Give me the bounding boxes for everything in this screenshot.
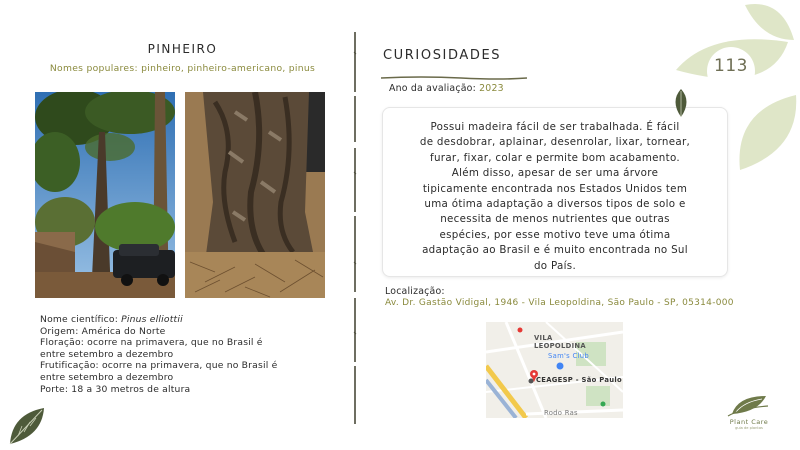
fact-origin: Origem: América do Norte <box>40 325 166 337</box>
curiosities-line: necessita de menos nutrientes que outras <box>440 213 670 226</box>
scientific-name-row <box>40 314 340 326</box>
fact-size: Porte: 18 a 30 metros de altura <box>40 383 191 395</box>
brand-name: Plant Care <box>729 418 769 426</box>
map-poi-ceagesp: CEAGESP - São Paulo <box>536 376 622 384</box>
curiosities-line: furar, fixar, colar e permite bom acabamento. <box>430 151 680 164</box>
title-underline <box>381 66 527 72</box>
location-map[interactable] <box>486 322 623 418</box>
curiosities-line: do País. <box>533 259 577 272</box>
leaf-icon <box>8 406 46 446</box>
trunk-photo <box>185 92 325 298</box>
map-road-label: Rodo Ras <box>544 409 578 417</box>
curiosities-line: Possui madeira fácil de ser trabalhada. É fácil <box>430 121 680 133</box>
section-title: CURIOSIDADES <box>383 48 502 63</box>
plant-facts <box>40 314 340 395</box>
evaluation-year <box>389 83 504 94</box>
curiosities-line: de desdobrar, aplainar, desenrolar, lixar, tornear, <box>419 136 691 149</box>
brand-logo <box>718 392 780 432</box>
curiosities-line: espécies, por esse motivo teve uma ótima <box>439 228 671 241</box>
plant-title: PINHEIRO <box>147 42 218 56</box>
fact-fruiting: Frutificação: ocorre na primavera, que no Brasil é <box>40 360 278 372</box>
location-label: Localização: <box>385 286 445 297</box>
popular-names: Nomes populares: pinheiro, pinheiro-americano, pinus <box>49 63 316 74</box>
curiosities-line: adaptação ao Brasil e é muito encontrada no Sul <box>422 244 688 257</box>
location-address: Av. Dr. Gastão Vidigal, 1946 - Vila Leopoldina, São Paulo - SP, 05314-000 <box>385 298 734 308</box>
curiosities-line: uma ótima adaptação a diversos tipos de solo e <box>424 198 686 211</box>
scientific-name: Pinus elliottii <box>121 314 183 325</box>
tree-photo <box>35 92 175 298</box>
fact-fruiting-cont: entre setembro a dezembro <box>40 371 174 383</box>
map-poi-sams: Sam's Club <box>548 352 589 360</box>
evaluation-year-value: 2023 <box>479 83 504 94</box>
fact-flowering: Floração: ocorre na primavera, que no Brasil é <box>40 337 263 349</box>
curiosities-text <box>393 120 717 274</box>
curiosities-line: tipicamente encontrada nos Estados Unidos tem <box>422 182 688 195</box>
page-divider <box>352 32 358 424</box>
curiosities-line: Além disso, apesar de ser uma árvore <box>451 167 659 180</box>
page-number: 113 <box>714 56 748 76</box>
fact-flowering-cont: entre setembro a dezembro <box>40 348 174 360</box>
map-district-label: VILA LEOPOLDINA <box>534 334 586 350</box>
small-leaf-icon <box>670 87 692 119</box>
scientific-label: Nome científico: <box>40 314 119 325</box>
evaluation-label: Ano da avaliação: <box>389 83 476 94</box>
brand-tagline: guia de plantas <box>735 426 763 430</box>
